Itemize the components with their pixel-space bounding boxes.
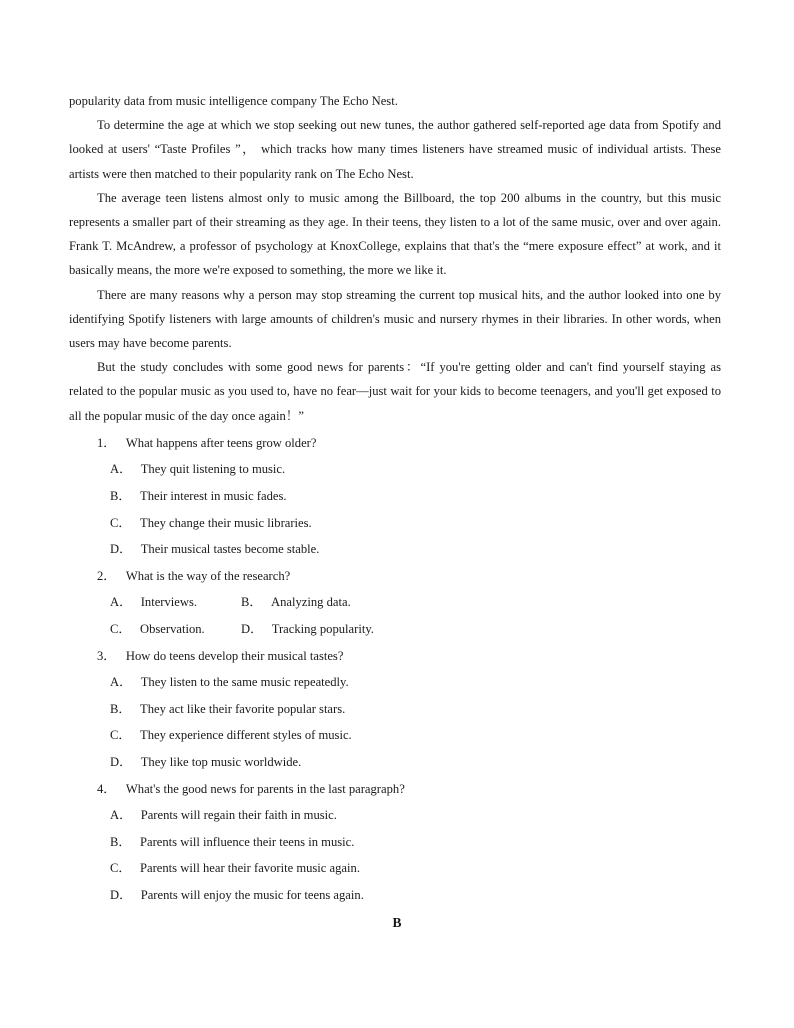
question-stem [69,563,721,590]
option-letter: B． [110,489,131,504]
question-number: 4． [97,781,116,796]
question-text: What is the way of the research? [125,568,291,583]
option-a[interactable] [110,669,349,696]
question-stem [69,643,721,670]
option-letter: B． [241,595,262,610]
question-1 [69,430,721,563]
option-c[interactable] [110,722,352,749]
option-b[interactable] [241,589,351,616]
option-text: They quit listening to music. [140,462,286,477]
option-letter: A． [110,808,132,823]
option-text: Analyzing data. [271,595,351,610]
option-letter: A． [110,675,132,690]
option-row [69,696,721,723]
option-row [69,855,721,882]
option-c[interactable] [110,510,312,537]
option-text: Their interest in music fades. [140,489,287,504]
option-b[interactable] [110,829,354,856]
option-row [69,616,721,643]
option-d[interactable] [110,882,364,909]
option-row [69,829,721,856]
option-text: Parents will influence their teens in music. [140,834,355,849]
option-row [69,749,721,776]
option-d[interactable] [241,616,374,643]
option-text: They listen to the same music repeatedly. [140,675,349,690]
option-row [69,802,721,829]
passage-paragraph: But the study concludes with some good news for parents：“If you're getting older and can't find yourself staying as related to the popular music as you used to, have no fear—just wait for your kids to become teenagers, and you'll get exposed to all the popular music of the day once again！” [69,360,721,423]
option-letter: C． [110,622,131,636]
option-text: They like top music worldwide. [140,754,302,769]
option-text: Parents will regain their faith in music. [140,808,337,823]
question-text: What's the good news for parents in the last paragraph? [125,781,405,796]
option-a[interactable] [110,589,241,616]
option-row [69,536,721,563]
option-text: They change their music libraries. [140,515,312,530]
option-letter: C． [110,728,131,743]
question-stem [69,430,721,457]
option-row [69,510,721,537]
question-number: 1． [97,435,116,450]
reading-passage [69,89,721,428]
question-3 [69,643,721,776]
option-row [69,669,721,696]
option-letter: A． [110,462,132,477]
passage-paragraph: To determine the age at which we stop seeking out new tunes, the author gathered self-reported age data from Spotify and looked at users' “Taste Profiles ”， which tracks how many times listeners have streamed music of individual artists. These artists were then matched to their popularity rank on The Echo Nest. [69,118,721,181]
option-text: Interviews. [140,595,198,610]
option-letter: C． [110,861,131,876]
passage-paragraph: popularity data from music intelligence company The Echo Nest. [69,94,398,108]
question-text: How do teens develop their musical tastes? [125,648,344,663]
question-stem [69,776,721,803]
option-letter: D． [110,887,132,902]
question-list [69,430,721,909]
question-number: 3． [97,648,116,663]
option-letter: C． [110,515,131,530]
option-row [69,483,721,510]
option-text: Observation. [140,622,205,636]
option-row [69,589,721,616]
option-letter: A． [110,595,132,610]
option-c[interactable] [110,616,241,643]
option-letter: B． [110,701,131,716]
option-b[interactable] [110,483,287,510]
option-row [69,722,721,749]
option-text: They experience different styles of music. [140,728,352,743]
option-text: They act like their favorite popular stars. [140,701,346,716]
option-row [69,456,721,483]
passage-paragraph: The average teen listens almost only to music among the Billboard, the top 200 albums in the country, but this music represents a smaller part of their streaming as they age. In their teens, they listen to a lot of the same music, over and over again. Frank T. McAndrew, a professor of psychology at KnoxCollege, explains that that's the “mere exposure effect” at work, and it basically means, the more we're exposed to something, the more we like it. [69,190,721,278]
option-text: Tracking popularity. [271,622,374,636]
option-letter: D． [241,622,263,636]
question-text: What happens after teens grow older? [125,435,317,450]
document-content [69,89,721,909]
option-a[interactable] [110,456,285,483]
question-number: 2． [97,568,116,583]
option-text: Parents will enjoy the music for teens again. [140,887,364,902]
option-c[interactable] [110,855,360,882]
option-d[interactable] [110,749,301,776]
option-text: Parents will hear their favorite music again. [140,861,360,876]
section-heading: B [392,915,402,930]
option-letter: D． [110,542,132,557]
option-text: Their musical tastes become stable. [140,542,320,557]
question-2 [69,563,721,643]
option-b[interactable] [110,696,345,723]
option-a[interactable] [110,802,337,829]
option-letter: D． [110,754,132,769]
option-letter: B． [110,834,131,849]
passage-paragraph: There are many reasons why a person may stop streaming the current top musical hits, and the author looked into one by identifying Spotify listeners with large amounts of children's music and nursery rhymes in their libraries. In other words, when users may have become parents. [69,287,721,351]
question-4 [69,776,721,909]
option-row [69,882,721,909]
option-d[interactable] [110,536,319,563]
